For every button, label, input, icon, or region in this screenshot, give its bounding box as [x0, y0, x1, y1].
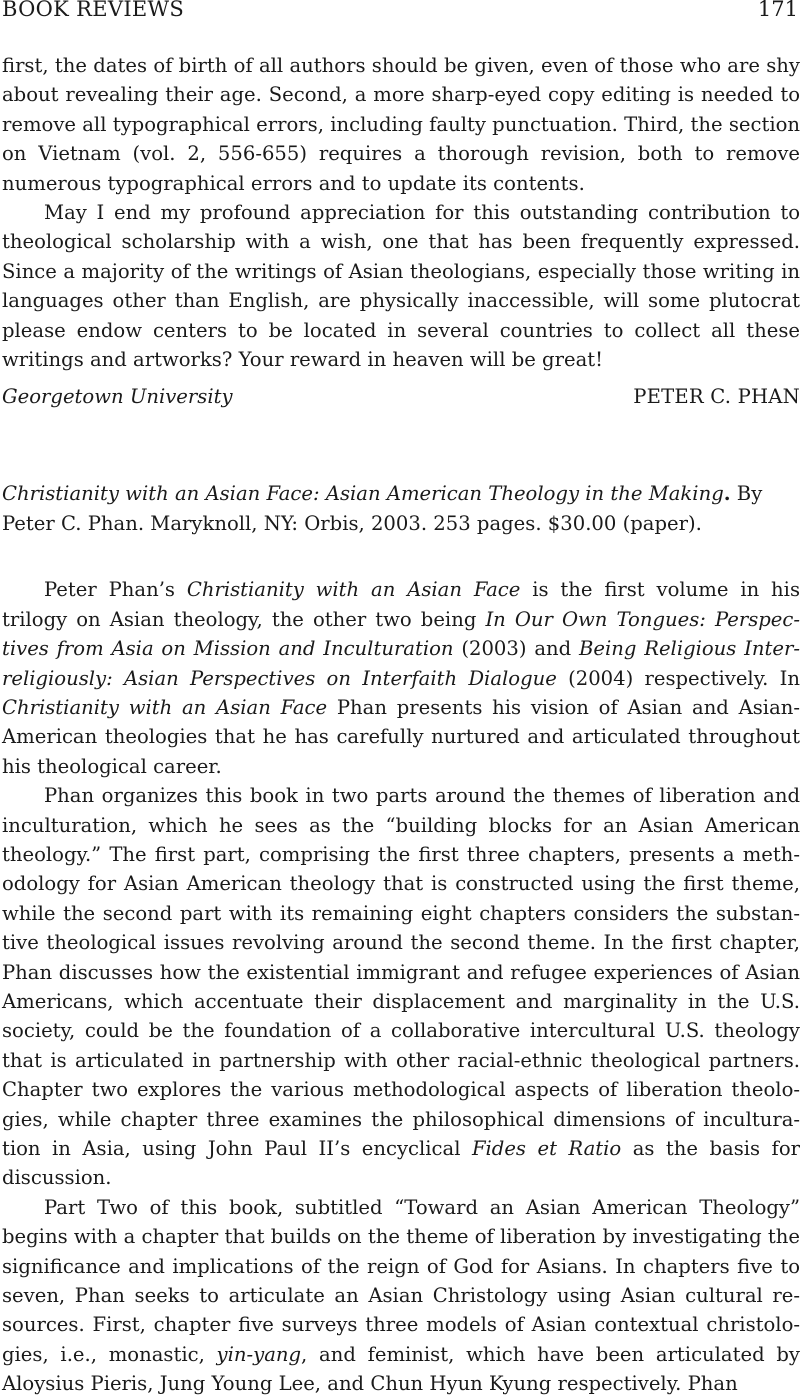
- italic-title: Being Religious Interreligiously: Asian Perspectives on Interfaith Dialogue: [2, 637, 800, 690]
- page-number: 171: [757, 0, 798, 21]
- italic-title: Christianity with an Asian Face: [186, 578, 521, 602]
- text-run: , and feminist, which have been articulated by Aloysius Pieris, Jung Young Lee, and Chun Hyun Kyung respectively. Phan: [2, 1342, 800, 1396]
- italic-term: yin-yang: [216, 1342, 302, 1366]
- text-run: Part Two of this book, subtitled “Toward an Asian American Theology” begins with a chapter that builds on the theme of liberation by investigating the significance and implications of the reign of God for Asians. In chapters five to seven, Phan seeks to articulate an Asian Christology using Asian cultural resources. First, chapter five surveys three models of Asian contextual christologies, i.e., monastic,: [2, 1195, 800, 1366]
- review1-paragraph-2: May I end my profound appreciation for this outstanding contribution to theological scholarship with a wish, one that has been frequently expressed. Since a majority of the writings of Asian theologians, especially those writing in languages other than English, are physically inaccessible, will some plutocrat please endow centers to be located in several countries to collect all these writings and artworks? Your reward in heaven will be great!: [2, 201, 800, 372]
- italic-title: In Our Own Tongues: Perspectives from Asia on Mission and Inculturation: [2, 607, 800, 661]
- review2-body: [2, 575, 800, 1398]
- reviewer-name: PETER C. PHAN: [633, 385, 800, 409]
- review1-paragraph-1: first, the dates of birth of all authors should be given, even of those who are shy about revealing their age. Second, a more sharp-eyed copy editing is needed to remove all typographical errors, including faulty punctuation. Third, the section on Vietnam (vol. 2, 556-655) requires a thorough revision, both to remove numerous typographical errors and to update its contents.: [2, 54, 800, 195]
- running-header: [2, 0, 798, 22]
- text-run: (2003) and: [453, 637, 579, 661]
- text-run: Phan organizes this book in two parts around the themes of liberation and inculturation, which he sees as the “building blocks for an Asian American theology.” The first part, comprising the first three chapters, presents a methodology for Asian American theology that is constructed using the first theme, while the second part with its remaining eight chapters considers the substantive theological issues revolving around the second theme. In the first chapter, Phan discusses how the existential immigrant and refugee experiences of Asian Americans, which accentuate their displacement and marginality in the U.S. society, could be the foundation of a collaborative intercultural U.S. theology that is articulated in partnership with other racial-ethnic theological partners. Chapter two explores the various methodological aspects of liberation theologies, while chapter three examines the philosophical dimensions of inculturation in Asia, using John Paul II’s encyclical: [2, 784, 800, 1160]
- text-run: (2004) respectively. In: [556, 666, 800, 690]
- reviewer-institution: Georgetown University: [2, 385, 233, 409]
- book-citation: [2, 479, 800, 538]
- text-run: as the basis for discussion.: [2, 1137, 800, 1190]
- book-details: By Peter C. Phan. Maryknoll, NY: Orbis, 2003. 253 pages. $30.00 (paper).: [2, 482, 763, 535]
- book-title: Christianity with an Asian Face: Asian American Theology in the Making: [2, 482, 724, 506]
- review1-signature: [2, 382, 800, 412]
- review2-paragraph-1: [2, 575, 800, 781]
- text-run: Phan presents his vision of Asian and Asian-American theologies that he has carefully nurtured and articulated throughout his theological career.: [2, 695, 800, 778]
- text-run: is the first volume in his trilogy on Asian theology, the other two being: [2, 578, 800, 631]
- page-body: [2, 51, 800, 1399]
- text-run: Peter Phan’s: [44, 578, 187, 602]
- review2-paragraph-2: [2, 781, 800, 1193]
- italic-title: Fides et Ratio: [471, 1137, 622, 1160]
- section-title: BOOK REVIEWS: [2, 0, 185, 21]
- italic-title: Christianity with an Asian Face: [2, 695, 328, 719]
- review2-paragraph-3: [2, 1193, 800, 1399]
- citation-period: .: [723, 482, 731, 506]
